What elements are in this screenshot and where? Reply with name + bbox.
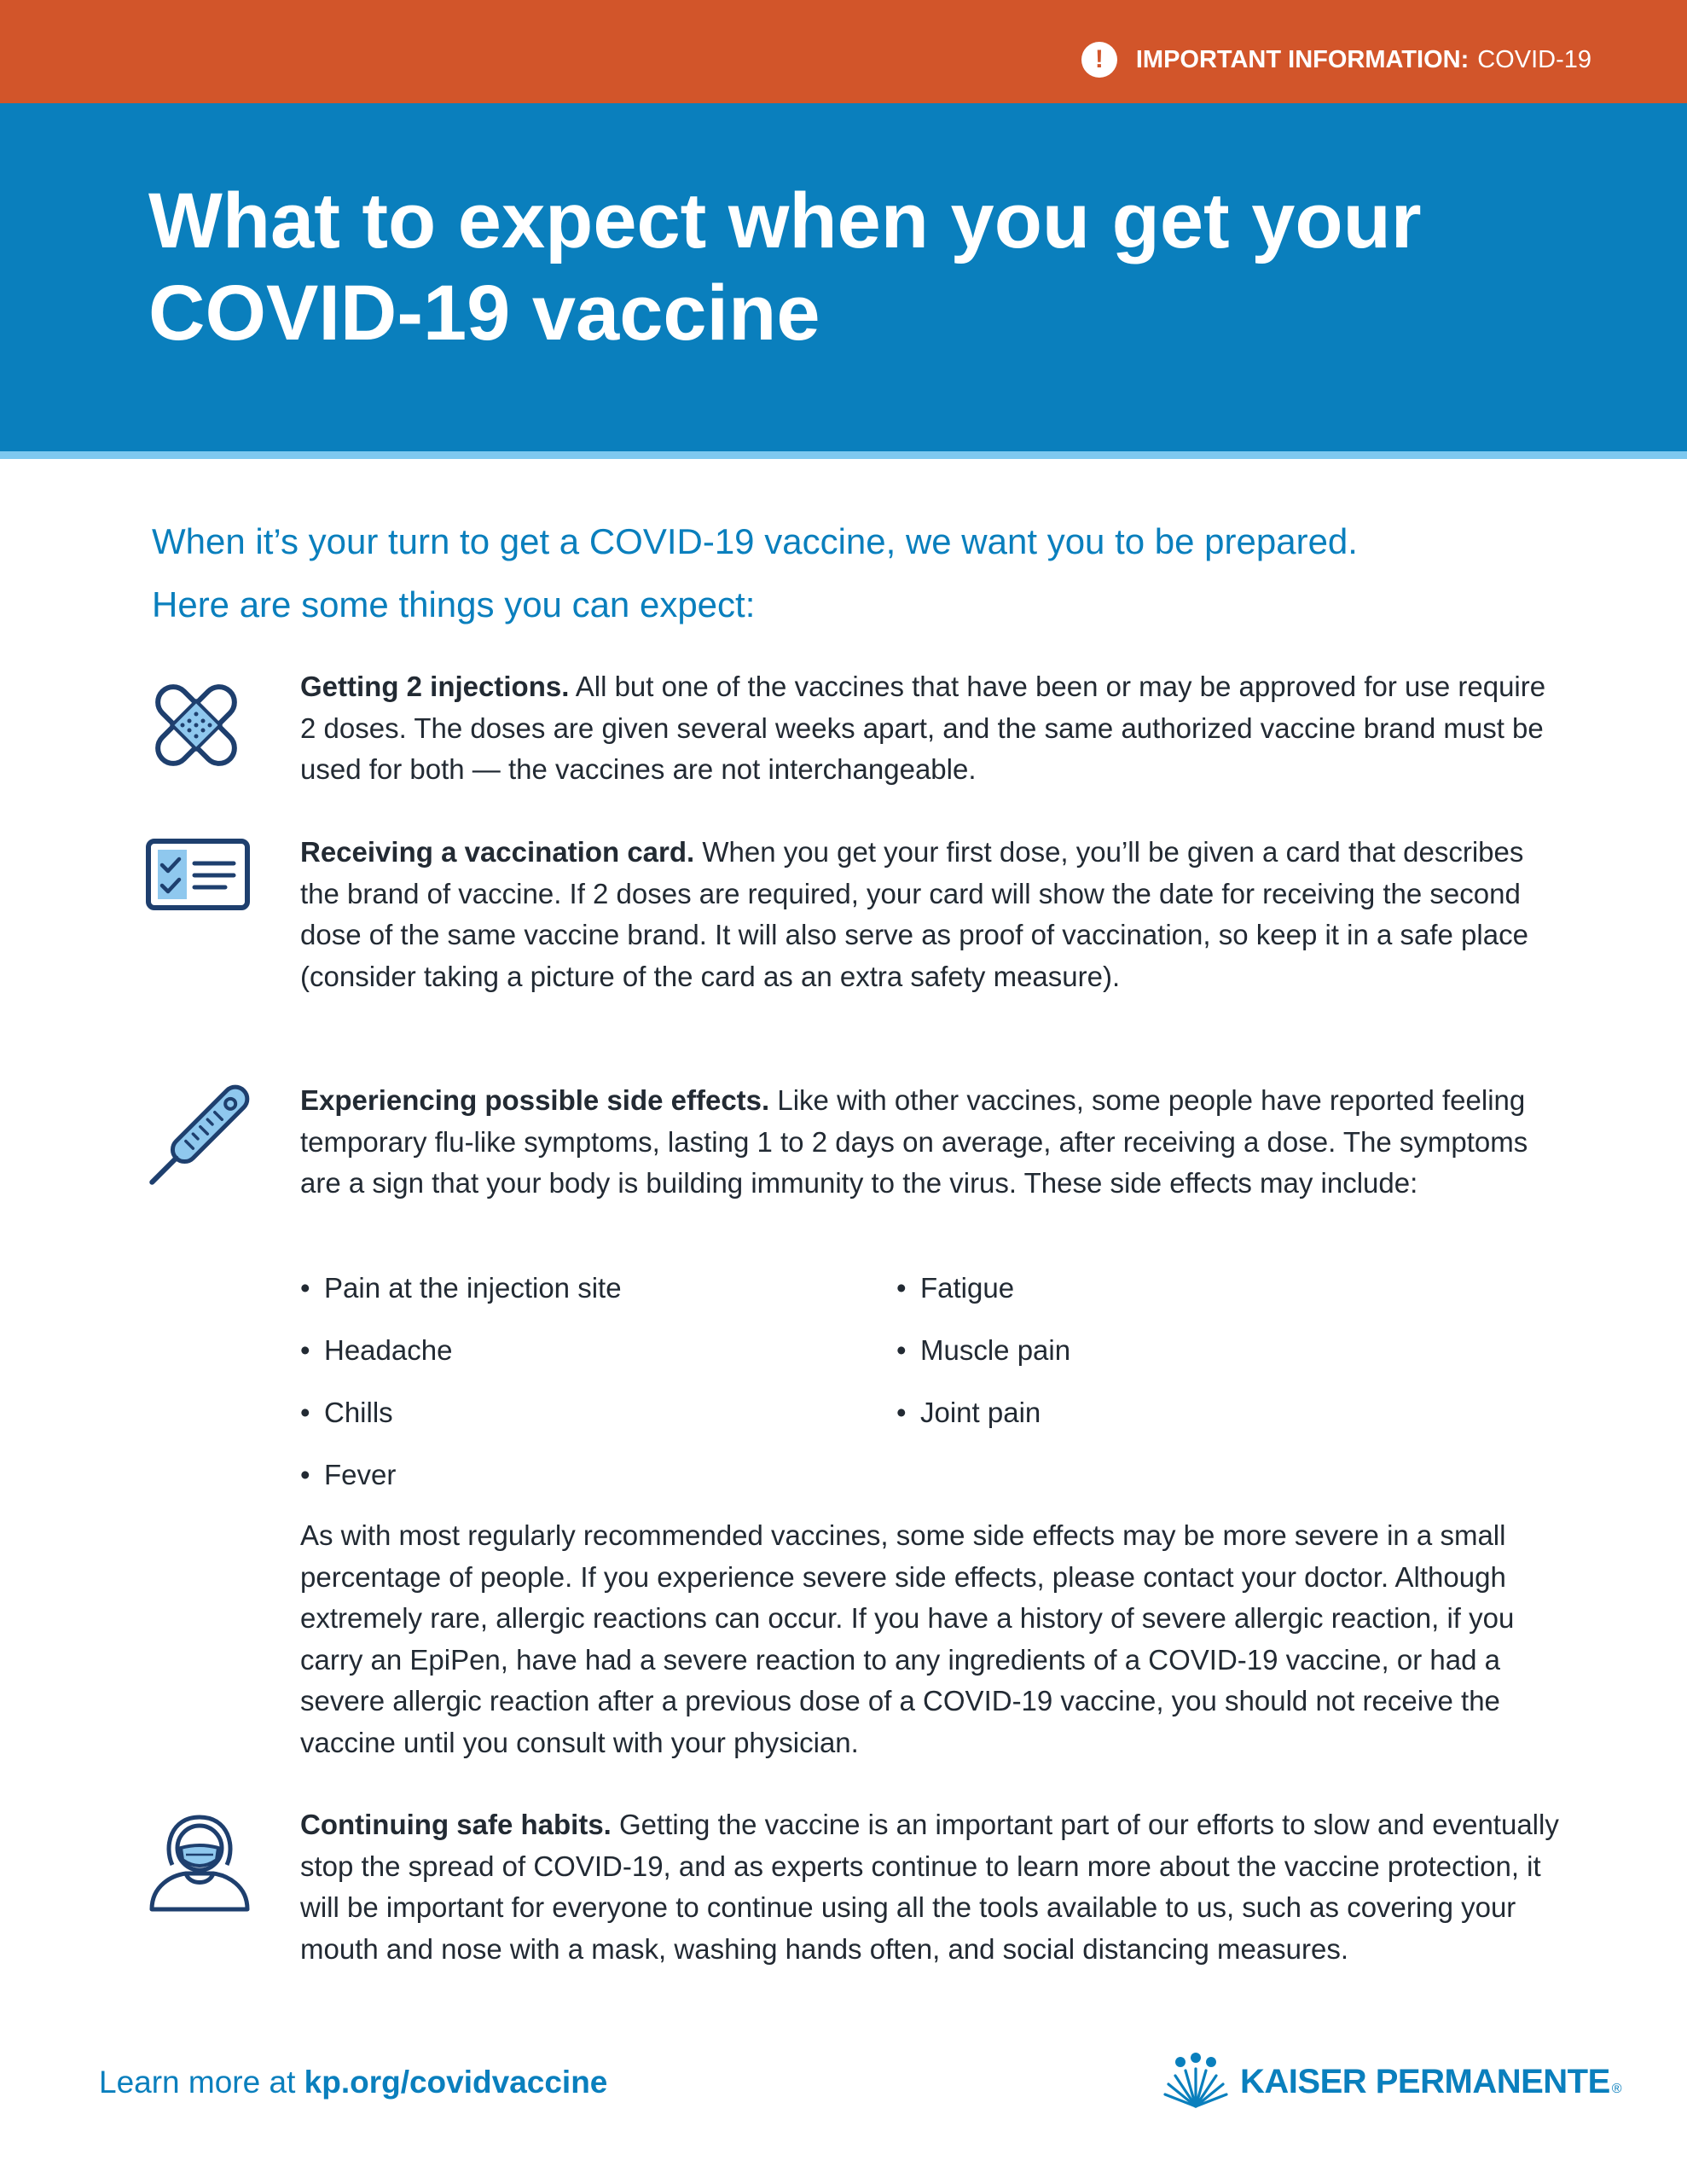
list-item: • Pain at the injection site	[300, 1271, 812, 1333]
list-item: • Fever	[300, 1458, 812, 1520]
section-safe-habits	[300, 1804, 1562, 1970]
section-body: When you get your first dose, you’ll be given a card that describes the brand of vaccine. If 2 doses are required, your card will show the date for receiving the second dose of the same vaccine brand. It will also serve as proof of vaccination, so keep it in a safe place (consider taking a picture of the card as an extra safety measure).	[300, 836, 1528, 992]
section-injections	[300, 666, 1562, 791]
list-item: • Muscle pain	[896, 1333, 1408, 1396]
kp-wordmark: KAISER PERMANENTE	[1240, 2062, 1610, 2100]
list-item: • Joint pain	[896, 1396, 1408, 1458]
side-effects-followup: As with most regularly recommended vaccines, some side effects may be more severe in a small percentage of people. If you experience severe side effects, please contact your doctor. Although extremely rare, allergic reactions can occur. If you have a history of severe allergic reaction, if you carry an EpiPen, have had a severe reaction to any ingredients of a COVID-19 vaccine, or had a severe allergic reaction after a previous dose of a COVID-19 vaccine, you should not receive the vaccine until you consult with your physician.	[300, 1519, 1515, 1758]
list-item: • Chills	[300, 1396, 812, 1458]
alert-label: IMPORTANT INFORMATION:	[1135, 45, 1470, 73]
section-heading: Experiencing possible side effects.	[300, 1084, 770, 1116]
covid-vaccine-link[interactable]: kp.org/covidvaccine	[304, 2065, 608, 2100]
masked-person-icon	[147, 1812, 252, 1914]
list-item: • Fatigue	[896, 1271, 1408, 1333]
side-effects-list-col2	[896, 1271, 1408, 1458]
section-body: All but one of the vaccines that have been or may be approved for use require 2 doses. The doses are given several weeks apart, and the same authorized vaccine brand must be used for both — the vaccines are not interchangeable.	[300, 671, 1546, 785]
hero-divider	[0, 451, 1687, 459]
side-effects-list-col1	[300, 1271, 812, 1520]
alert-content	[1081, 39, 1591, 80]
section-side-effects	[300, 1080, 1562, 1205]
page-title	[148, 175, 1598, 359]
kaiser-permanente-logo	[1162, 2048, 1622, 2116]
learn-more-text: Learn more at	[99, 2065, 296, 2100]
vaccination-card-icon	[145, 838, 251, 911]
thermometer-icon	[143, 1082, 252, 1191]
section-heading: Continuing safe habits.	[300, 1809, 612, 1840]
page-title-line2: COVID-19 vaccine	[148, 270, 820, 357]
page-title-line1: What to expect when you get your	[148, 177, 1422, 264]
alert-banner	[0, 0, 1687, 103]
intro-line1: When it’s your turn to get a COVID-19 vaccine, we want you to be prepared.	[152, 521, 1358, 561]
section-heading: Receiving a vaccination card.	[300, 836, 695, 868]
bandage-icon	[145, 674, 247, 776]
section-body: Getting the vaccine is an important part of our efforts to slow and eventually stop the spread of COVID-19, and as experts continue to learn more about the vaccine protection, it will be important for everyone to continue using all the tools available to us, such as covering your mouth and nose with a mask, washing hands often, and social distancing measures.	[300, 1809, 1559, 1965]
footer-learn-more	[99, 2065, 607, 2100]
exclamation-icon: !	[1081, 42, 1117, 78]
section-vaccination-card	[300, 832, 1562, 997]
intro-line2: Here are some things you can expect:	[152, 584, 756, 624]
section-body: Like with other vaccines, some people have reported feeling temporary flu-like symptoms, lasting 1 to 2 days on average, after receiving a dose. The symptoms are a sign that your body is building immunity to the virus. These side effects may include:	[300, 1084, 1528, 1199]
alert-topic: COVID-19	[1477, 45, 1591, 73]
kp-sunburst-icon	[1162, 2052, 1230, 2111]
section-heading: Getting 2 injections.	[300, 671, 570, 702]
registered-mark: ®	[1611, 2082, 1622, 2096]
list-item: • Headache	[300, 1333, 812, 1396]
intro-text	[152, 510, 1559, 636]
